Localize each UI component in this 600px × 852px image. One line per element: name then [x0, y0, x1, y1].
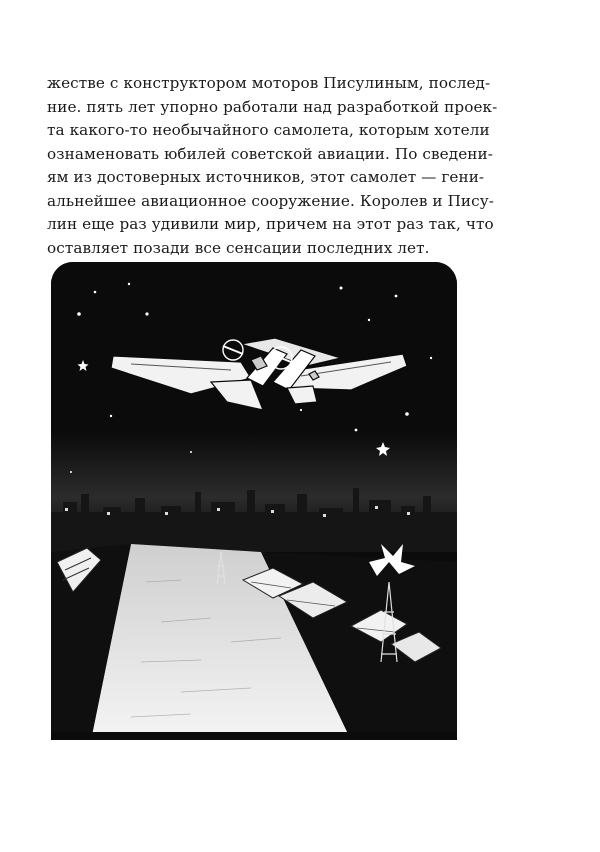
text-line-6: альнейшее авиационное сооружение. Королев и Пису-	[47, 191, 495, 210]
text-line-1: жестве с конструктором моторов Писулиным, послед-	[47, 74, 491, 92]
body-text	[47, 72, 498, 260]
text-line-5: ям из достоверных источников, этот самолет — гени-	[47, 168, 485, 186]
text-line-3: та какого-то необычайного самолета, которым хотели	[47, 121, 490, 139]
text-line-4: ознаменовать юбилей советской авиации. По сведени-	[47, 144, 493, 163]
text-line-8: оставляет позади все сенсации последних лет.	[47, 238, 430, 257]
text-line-2: ние. пять лет упорно работали над разработкой проек-	[47, 97, 498, 116]
night-city-airplane-illustration	[51, 262, 457, 740]
text-line-7: лин еще раз удивили мир, причем на этот раз так, что	[47, 215, 494, 233]
